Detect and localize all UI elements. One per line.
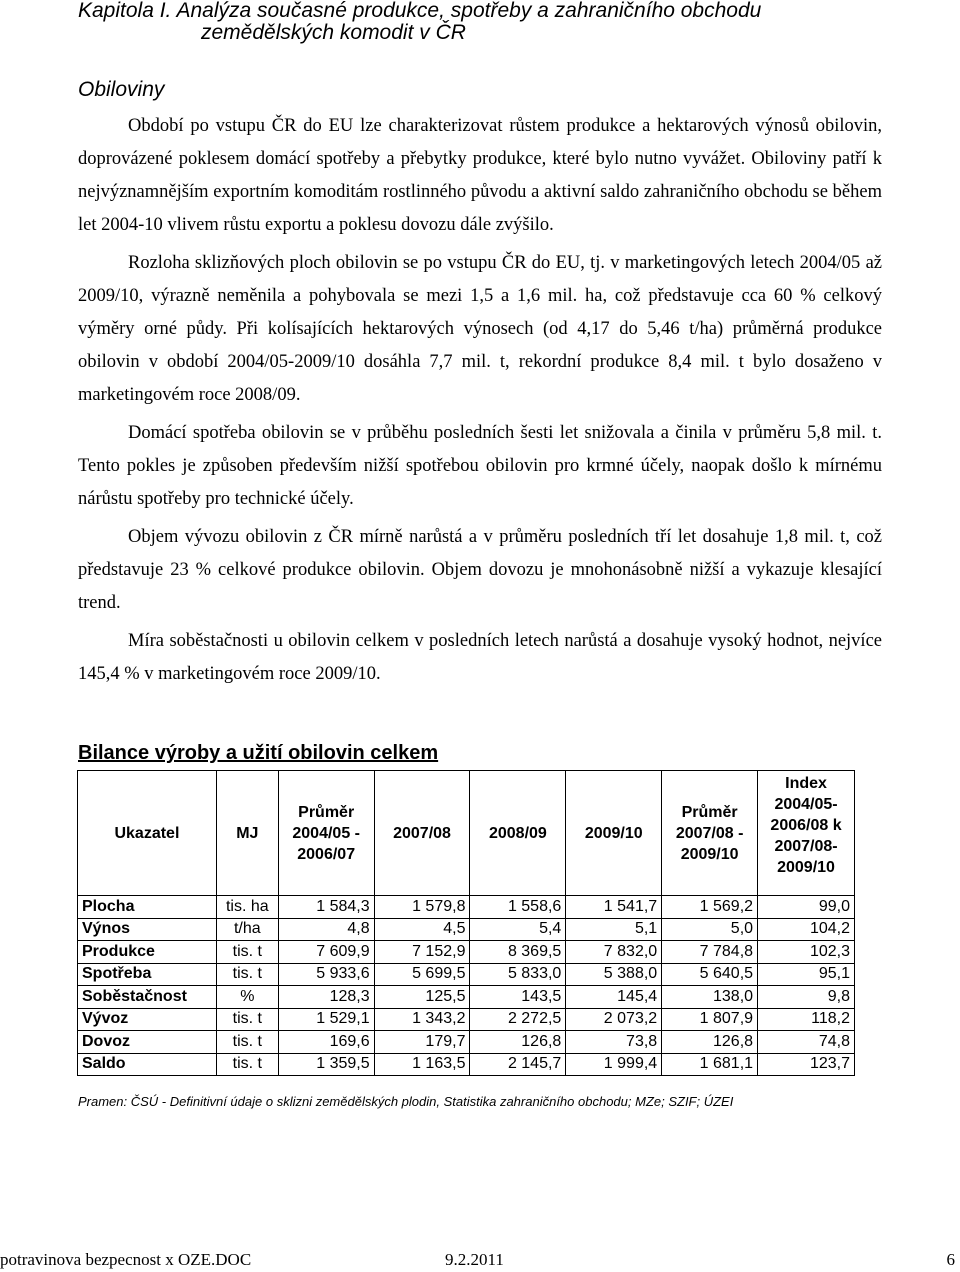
row-label: Produkce (78, 941, 217, 964)
row-unit: tis. t (216, 941, 278, 964)
table-header-row (78, 771, 855, 896)
row-unit: tis. t (216, 963, 278, 986)
table-row (78, 1008, 855, 1031)
table-cell: 169,6 (278, 1031, 374, 1054)
header-avg-2007-2010: Průměr 2007/08 - 2009/10 (662, 771, 758, 896)
row-label: Výnos (78, 918, 217, 941)
row-label: Saldo (78, 1053, 217, 1076)
table-cell: 179,7 (374, 1031, 470, 1054)
row-unit: tis. t (216, 1031, 278, 1054)
table-cell: 5 640,5 (662, 963, 758, 986)
table-cell: 7 832,0 (566, 941, 662, 964)
table-cell: 8 369,5 (470, 941, 566, 964)
row-unit: tis. ha (216, 896, 278, 919)
row-label: Plocha (78, 896, 217, 919)
header-unit: MJ (216, 771, 278, 896)
table-cell: 4,8 (278, 918, 374, 941)
table-cell: 5 699,5 (374, 963, 470, 986)
table-cell: 1 584,3 (278, 896, 374, 919)
table-cell: 1 569,2 (662, 896, 758, 919)
paragraph-2: Rozloha sklizňových ploch obilovin se po vstupu ČR do EU, tj. v marketingových letech 2004/05 až 2009/10, výrazně neměnila a pohybovala se mezi 1,5 a 1,6 mil. ha, což představuje cca 60 % celkový výměry orné půdy. Při kolísajících hektarových výnosech (od 4,17 do 5,46 t/ha) průměrná produkce obilovin v období 2004/05-2009/10 dosáhla 7,7 mil. t, rekordní produkce 8,4 mil. t bylo dosaženo v marketingovém roce 2008/09. (78, 253, 882, 405)
row-label: Vývoz (78, 1008, 217, 1031)
table-row (78, 918, 855, 941)
row-unit: tis. t (216, 1008, 278, 1031)
table-cell: 2 073,2 (566, 1008, 662, 1031)
paragraph-3: Domácí spotřeba obilovin se v průběhu posledních šesti let snižovala a činila v průměru 5,8 mil. t. Tento pokles je způsoben především nižší spotřebou obilovin pro krmné účely, naopak došlo k mírnému nárůstu spotřeby pro technické účely. (78, 423, 882, 509)
table-cell: 7 609,9 (278, 941, 374, 964)
chapter-heading-line-2: zemědělských komodit v ČR (201, 21, 466, 44)
table-cell: 73,8 (566, 1031, 662, 1054)
table-cell: 1 579,8 (374, 896, 470, 919)
table-cell: 7 152,9 (374, 941, 470, 964)
balance-table (77, 770, 855, 1076)
table-cell: 95,1 (758, 963, 855, 986)
section-title: Obiloviny (78, 78, 165, 101)
table-row (78, 963, 855, 986)
table-cell: 104,2 (758, 918, 855, 941)
table-cell: 126,8 (662, 1031, 758, 1054)
table-cell: 74,8 (758, 1031, 855, 1054)
table-cell: 5 388,0 (566, 963, 662, 986)
header-2008-09: 2008/09 (470, 771, 566, 896)
paragraph-5: Míra soběstačnosti u obilovin celkem v posledních letech narůstá a dosahuje vysoký hodnot, nejvíce 145,4 % v marketingovém roce 2009/10. (78, 631, 882, 684)
table-cell: 1 999,4 (566, 1053, 662, 1076)
table-row (78, 986, 855, 1009)
table-cell: 1 343,2 (374, 1008, 470, 1031)
table-cell: 143,5 (470, 986, 566, 1009)
table-cell: 4,5 (374, 918, 470, 941)
footer-date: 9.2.2011 (445, 1250, 504, 1269)
table-cell: 1 681,1 (662, 1053, 758, 1076)
row-label: Dovoz (78, 1031, 217, 1054)
table-cell: 5 933,6 (278, 963, 374, 986)
table-cell: 7 784,8 (662, 941, 758, 964)
table-cell: 1 807,9 (662, 1008, 758, 1031)
chapter-heading (78, 0, 948, 44)
table-cell: 1 163,5 (374, 1053, 470, 1076)
table-cell: 126,8 (470, 1031, 566, 1054)
header-2009-10: 2009/10 (566, 771, 662, 896)
table-cell: 5 833,0 (470, 963, 566, 986)
table-cell: 1 359,5 (278, 1053, 374, 1076)
table-cell: 5,1 (566, 918, 662, 941)
table-cell: 125,5 (374, 986, 470, 1009)
table-cell: 99,0 (758, 896, 855, 919)
table-cell: 2 272,5 (470, 1008, 566, 1031)
row-unit: tis. t (216, 1053, 278, 1076)
table-cell: 128,3 (278, 986, 374, 1009)
table-row (78, 941, 855, 964)
paragraph-4: Objem vývozu obilovin z ČR mírně narůstá a v průměru posledních tří let dosahuje 1,8 mil. t, což představuje 23 % celkové produkce obilovin. Objem dovozu je mnohonásobně nižší a vykazuje klesající trend. (78, 527, 882, 613)
table-source-note: Pramen: ČSÚ - Definitivní údaje o sklizni zemědělských plodin, Statistika zahraničního obchodu; MZe; SZIF; ÚZEI (78, 1094, 734, 1109)
table-row (78, 896, 855, 919)
footer-page-number: 6 (946, 1250, 955, 1269)
table-cell: 1 558,6 (470, 896, 566, 919)
table-cell: 118,2 (758, 1008, 855, 1031)
table-title: Bilance výroby a užití obilovin celkem (78, 742, 439, 764)
header-2007-08: 2007/08 (374, 771, 470, 896)
table-cell: 1 541,7 (566, 896, 662, 919)
table-cell: 123,7 (758, 1053, 855, 1076)
row-unit: % (216, 986, 278, 1009)
table-cell: 138,0 (662, 986, 758, 1009)
table-cell: 5,4 (470, 918, 566, 941)
row-label: Spotřeba (78, 963, 217, 986)
table-cell: 5,0 (662, 918, 758, 941)
header-indicator: Ukazatel (78, 771, 217, 896)
header-avg-2004-2007: Průměr 2004/05 - 2006/07 (278, 771, 374, 896)
header-index: Index 2004/05- 2006/08 k 2007/08- 2009/10 (758, 771, 855, 896)
table-row (78, 1031, 855, 1054)
chapter-heading-line-1: Kapitola I. Analýza současné produkce, spotřeby a zahraničního obchodu (78, 0, 762, 22)
footer-filename: potravinova bezpecnost x OZE.DOC (0, 1250, 252, 1269)
table-row (78, 1053, 855, 1076)
table-cell: 102,3 (758, 941, 855, 964)
paragraph-1: Období po vstupu ČR do EU lze charakterizovat růstem produkce a hektarových výnosů obilovin, doprovázené poklesem domácí spotřeby a přebytky produkce, které bylo nutno vyvážet. Obiloviny patří k nejvýznamnějším exportním komoditám rostlinného původu a aktivní saldo zahraničního obchodu se během let 2004-10 vlivem růstu exportu a poklesu dovozu dále zvýšilo. (78, 116, 882, 235)
row-label: Soběstačnost (78, 986, 217, 1009)
row-unit: t/ha (216, 918, 278, 941)
body-text (78, 110, 882, 696)
table-cell: 145,4 (566, 986, 662, 1009)
table-cell: 1 529,1 (278, 1008, 374, 1031)
table-cell: 2 145,7 (470, 1053, 566, 1076)
table-cell: 9,8 (758, 986, 855, 1009)
